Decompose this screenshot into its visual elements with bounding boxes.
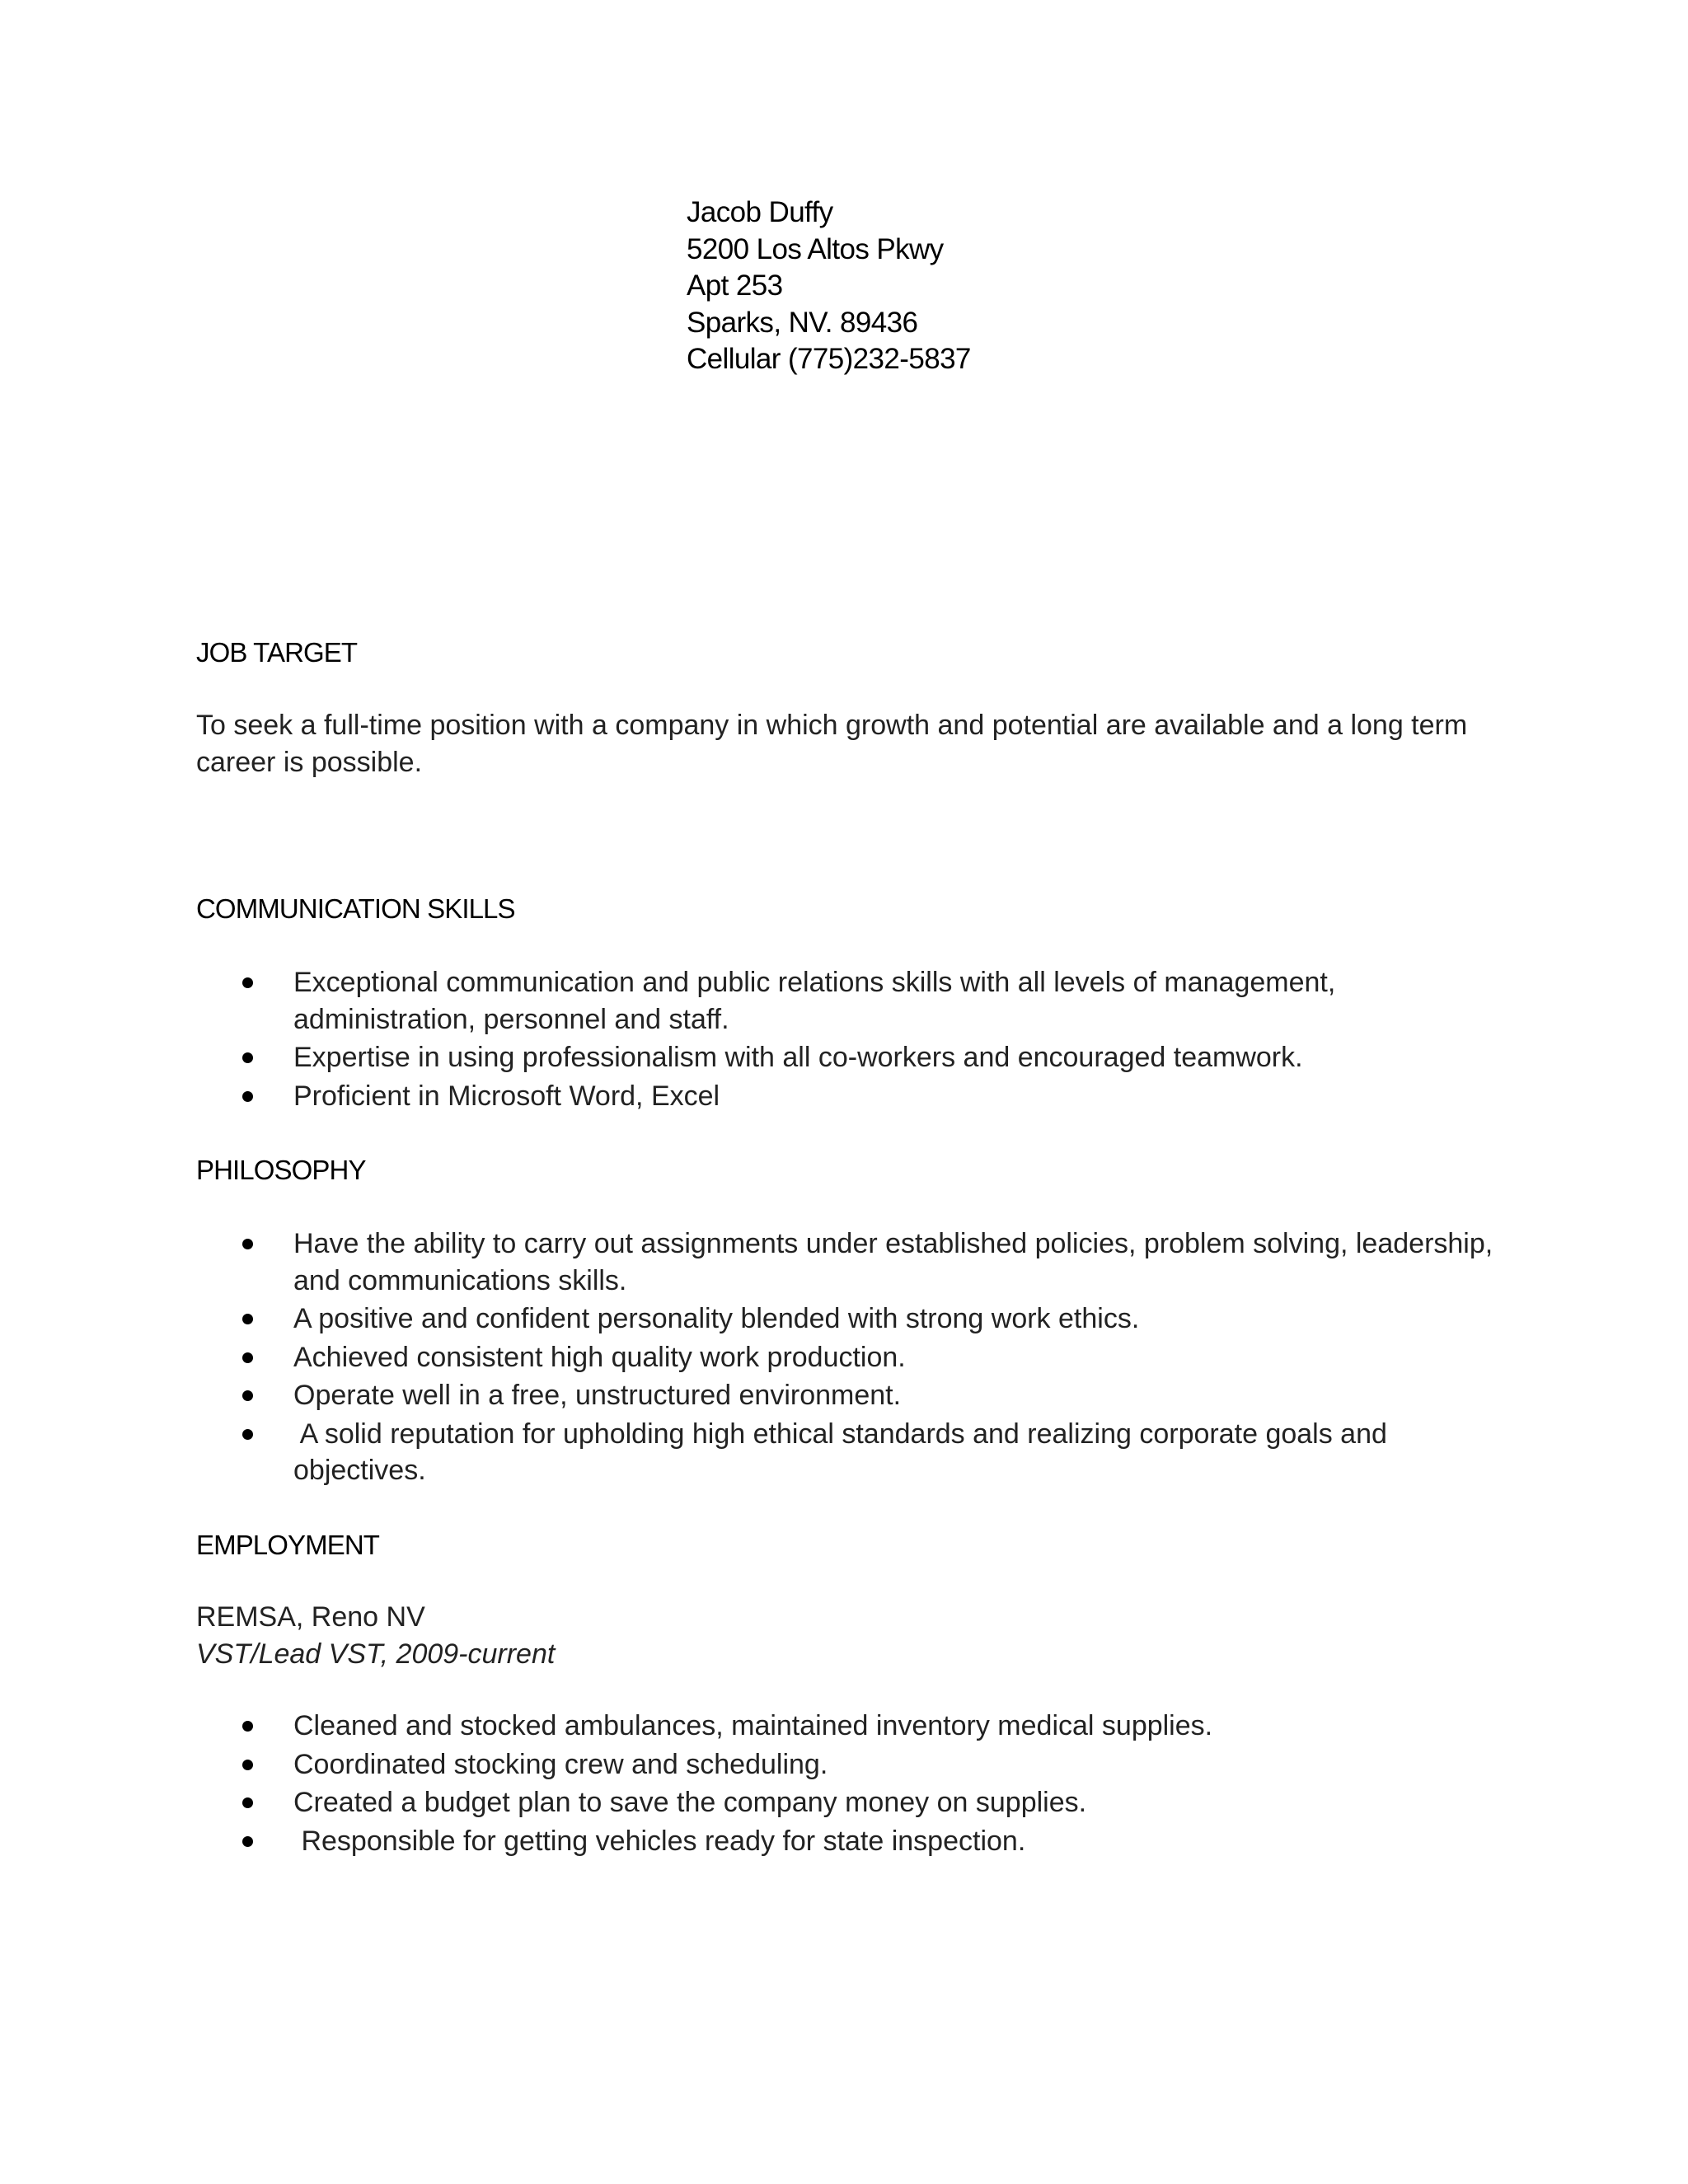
employment-heading: EMPLOYMENT	[196, 1530, 380, 1560]
job-role: VST/Lead VST, 2009-current	[196, 1638, 556, 1670]
bullet-icon	[242, 1760, 253, 1770]
communication-heading: COMMUNICATION SKILLS	[196, 893, 515, 924]
list-item	[196, 1416, 1493, 1489]
contact-city: Sparks, NV. 89436	[687, 306, 918, 339]
bullet-icon	[242, 1429, 253, 1440]
employer-name: REMSA, Reno NV	[196, 1601, 425, 1633]
bullet-icon	[242, 1314, 253, 1324]
contact-phone: Cellular (775)232-5837	[687, 343, 971, 375]
employment-details	[196, 1599, 1482, 1672]
list-item	[196, 1226, 1493, 1299]
bullet-icon	[242, 1390, 253, 1401]
bullet-icon	[242, 1836, 253, 1847]
contact-street: 5200 Los Altos Pkwy	[687, 232, 944, 265]
list-item	[196, 1708, 1212, 1745]
job-target-line: career is possible.	[196, 746, 423, 778]
list-item	[196, 964, 1335, 1038]
list-item-line: Have the ability to carry out assignments under established policies, problem solving, leadership,	[293, 1228, 1493, 1259]
bullet-icon	[242, 977, 253, 988]
contact-apt: Apt 253	[687, 269, 783, 302]
job-target-heading: JOB TARGET	[196, 637, 358, 668]
bullet-icon	[242, 1352, 253, 1363]
employment-list	[196, 1708, 1212, 1861]
list-item	[196, 1377, 1493, 1414]
bullet-icon	[242, 1052, 253, 1063]
list-item	[196, 1746, 1212, 1783]
philosophy-heading: PHILOSOPHY	[196, 1155, 366, 1185]
list-item-line: Operate well in a free, unstructured environment.	[293, 1380, 902, 1411]
list-item-line: Responsible for getting vehicles ready for state inspection.	[293, 1825, 1026, 1857]
list-item-line: Cleaned and stocked ambulances, maintained inventory medical supplies.	[293, 1710, 1213, 1741]
bullet-icon	[242, 1239, 253, 1249]
contact-block	[687, 194, 971, 378]
list-item-line: Created a budget plan to save the company money on supplies.	[293, 1787, 1087, 1818]
list-item-line: Exceptional communication and public relations skills with all levels of management,	[293, 967, 1336, 998]
list-item-line: objectives.	[293, 1455, 426, 1486]
communication-list	[196, 964, 1335, 1116]
job-target-line: To seek a full-time position with a company in which growth and potential are available and a long term	[196, 710, 1468, 741]
job-target-text	[196, 707, 1482, 780]
list-item	[196, 1078, 1335, 1115]
bullet-icon	[242, 1797, 253, 1808]
bullet-icon	[242, 1721, 253, 1732]
contact-name: Jacob Duffy	[687, 196, 833, 228]
list-item	[196, 1339, 1493, 1376]
list-item	[196, 1784, 1212, 1821]
list-item-line: Coordinated stocking crew and scheduling.	[293, 1748, 828, 1780]
list-item-line: A positive and confident personality blended with strong work ethics.	[293, 1303, 1140, 1334]
list-item-line: Expertise in using professionalism with all co-workers and encouraged teamwork.	[293, 1042, 1303, 1073]
list-item-line: A solid reputation for upholding high ethical standards and realizing corporate goals and	[293, 1418, 1387, 1450]
bullet-icon	[242, 1091, 253, 1102]
list-item	[196, 1039, 1335, 1076]
list-item	[196, 1823, 1212, 1860]
list-item	[196, 1301, 1493, 1338]
list-item-line: administration, personnel and staff.	[293, 1003, 729, 1035]
list-item-line: Achieved consistent high quality work production.	[293, 1341, 906, 1373]
list-item-line: Proficient in Microsoft Word, Excel	[293, 1080, 720, 1112]
list-item-line: and communications skills.	[293, 1264, 627, 1296]
philosophy-list	[196, 1226, 1493, 1491]
